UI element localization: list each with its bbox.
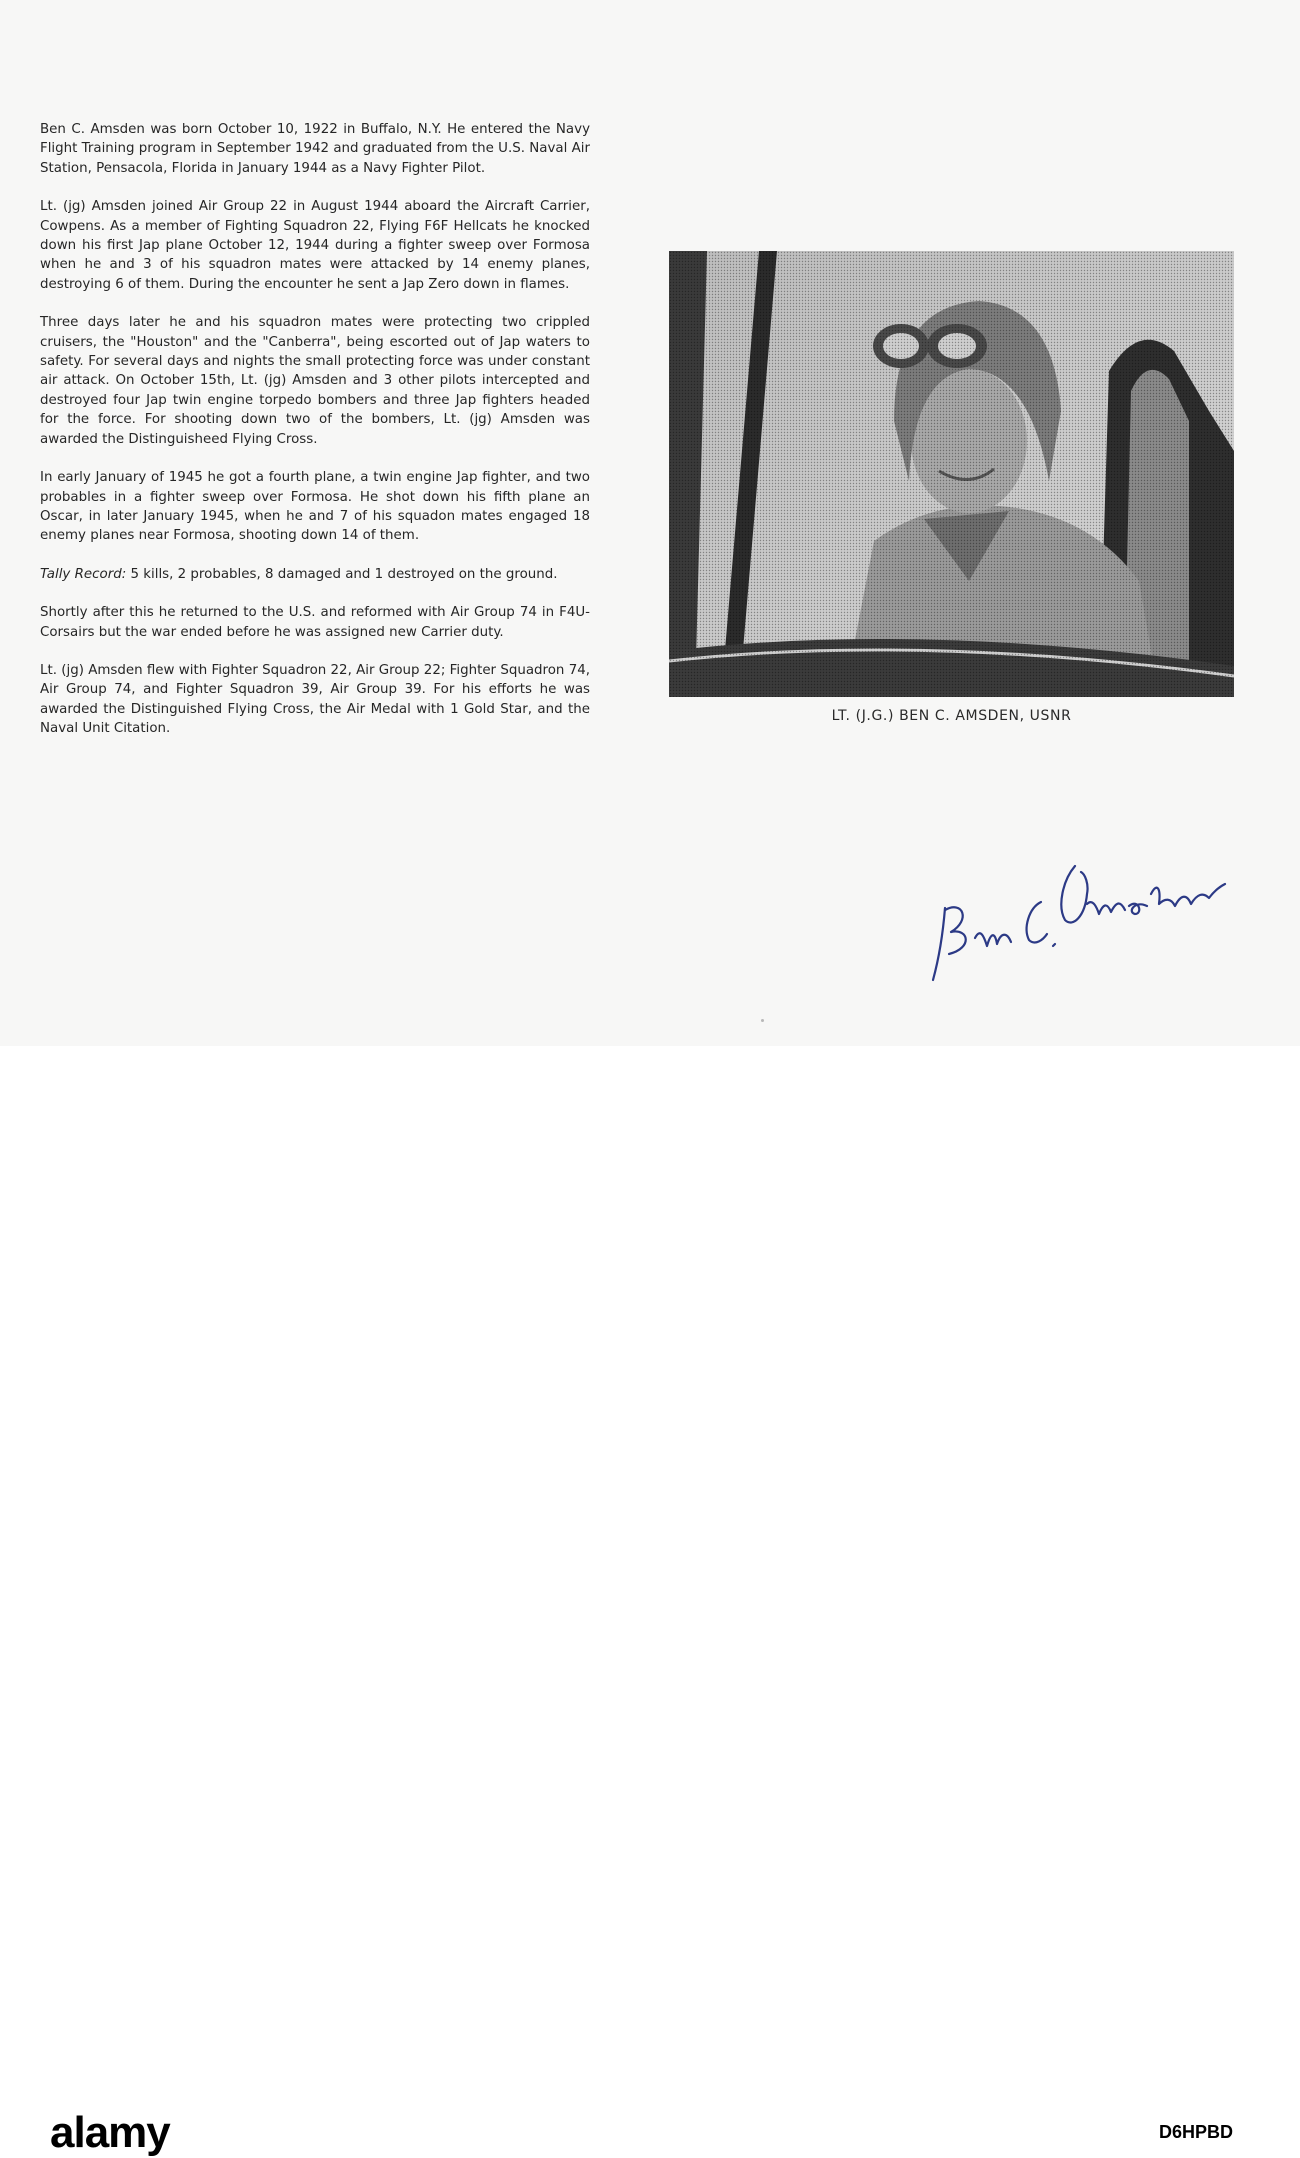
- speck: [761, 1019, 764, 1022]
- tally-record-label: Tally Record:: [40, 566, 127, 582]
- alamy-logo: alamy: [50, 2108, 170, 2157]
- document-page: [0, 0, 1300, 1046]
- pilot-portrait-photo: [669, 251, 1234, 697]
- pilot-portrait-image: [669, 251, 1234, 697]
- image-id-label: D6HPBD: [1159, 2122, 1234, 2142]
- bio-paragraph-cruiser-escort: Three days later he and his squadron mates were protecting two crippled cruisers, the "Houston" and the "Canberra", being escorted out of Jap waters to safety. For several days and nights the small protecting force was under constant air attack. On October 15th, Lt. (jg) Amsden and 3 other pilots intercepted and destroyed four Jap twin engine torpedo bombers and three Jap fighters headed for the force. For shooting down two of the bombers, Lt. (jg) Amsden was awarded the Distinguisheed Flying Cross.: [40, 315, 590, 447]
- bio-paragraph-1945: In early January of 1945 he got a fourth plane, a twin engine Jap fighter, and two probables in a fighter sweep over Formosa. He shot down his fifth plane an Oscar, in later January 1945, when he and 7 of his squadon mates engaged 18 enemy planes near Formosa, shooting down 14 of them.: [40, 470, 590, 544]
- bio-paragraph-air-group-22: Lt. (jg) Amsden joined Air Group 22 in August 1944 aboard the Aircraft Carrier, Cowpens. As a member of Fighting Squadron 22, Flying F6F Hellcats he knocked down his first Jap plane October 12, 1944 during a fighter sweep over Formosa when he and 3 of his squadron mates were attacked by 14 enemy planes, destroying 6 of them. During the encounter he sent a Jap Zero down in flames.: [40, 199, 590, 292]
- tally-record-text: 5 kills, 2 probables, 8 damaged and 1 destroyed on the ground.: [126, 566, 558, 582]
- bio-paragraph-tally: [40, 565, 590, 584]
- bio-paragraph-service-summary: Lt. (jg) Amsden flew with Fighter Squadron 22, Air Group 22; Fighter Squadron 74, Air Group 74, and Fighter Squadron 39, Air Group 39. For his efforts he was awarded the Distinguished Flying Cross, the Air Medal with 1 Gold Star, and the Naval Unit Citation.: [40, 662, 590, 737]
- biography-text: [40, 120, 590, 758]
- signature-image: [925, 828, 1230, 993]
- bio-paragraph-corsairs: Shortly after this he returned to the U.S. and reformed with Air Group 74 in F4U-Corsairs but the war ended before he was assigned new Carrier duty.: [40, 605, 590, 640]
- photo-caption: LT. (J.G.) BEN C. AMSDEN, USNR: [831, 708, 1072, 724]
- handwritten-signature: [925, 828, 1230, 993]
- bio-paragraph-birth: Ben C. Amsden was born October 10, 1922 in Buffalo, N.Y. He entered the Navy Flight Training program in September 1942 and graduated from the U.S. Naval Air Station, Pensacola, Florida in January 1944 as a Navy Fighter Pilot.: [40, 122, 590, 176]
- watermark-footer: [0, 1046, 1300, 2157]
